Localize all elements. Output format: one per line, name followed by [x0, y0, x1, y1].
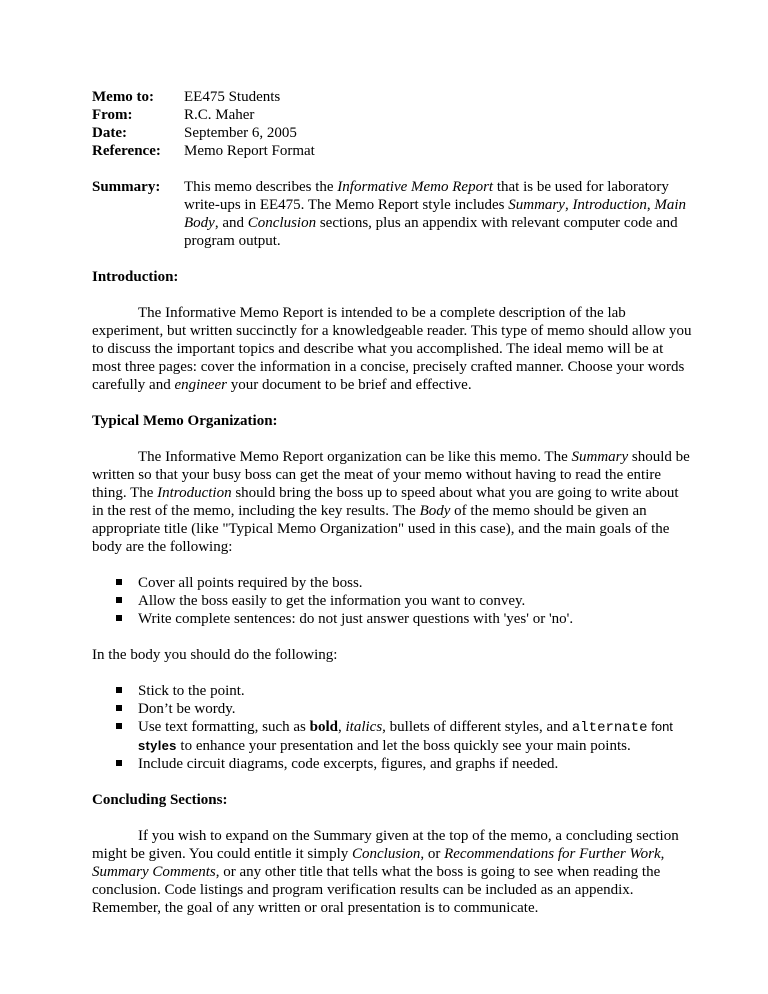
body-goals-list — [92, 574, 692, 628]
list-item — [92, 700, 692, 718]
text-run: , or — [420, 846, 445, 862]
concluding-heading: Concluding Sections: — [92, 792, 228, 808]
sans-run: font — [651, 719, 673, 734]
text-run: The Informative Memo Report organization can be like this memo. The — [138, 449, 572, 465]
list-item — [92, 610, 692, 628]
list-item — [92, 592, 692, 610]
text-run: , or any other title that tells what the boss is going to see when reading the conclusion. Code listings and program verification results can be included as an appendix. Remember, the goal of any written or oral presentation is to communicate. — [92, 864, 661, 916]
memo-reference-label: Reference: — [92, 143, 161, 159]
bold-run: bold — [309, 719, 338, 735]
summary-label: Summary: — [92, 179, 161, 195]
body-intro-text: In the body you should do the following: — [92, 647, 338, 663]
text-run: your document to be brief and effective. — [226, 377, 472, 393]
list-item-text: Include circuit diagrams, code excerpts, figures, and graphs if needed. — [138, 756, 559, 772]
list-item-text: Stick to the point. — [138, 683, 245, 699]
introduction-heading: Introduction: — [92, 269, 179, 285]
square-bullet-icon — [116, 579, 122, 585]
square-bullet-icon — [116, 705, 122, 711]
list-item-text: Don’t be wordy. — [138, 701, 236, 717]
text-run: If you wish to expand on the Summary given at the top of the memo, a concluding section might be given. You could entitle it simply — [92, 828, 679, 862]
text-run: The Informative Memo Report is intended to be a complete description of the lab experiment, but written succinctly for a knowledgeable reader. This type of memo should allow you to discuss the important topics and describe what you accomplished. The ideal memo will be at most three pages: cover the information in a concise, precisely crafted manner. Choose your words carefully and — [92, 305, 692, 393]
italic-run: Conclusion — [352, 846, 421, 862]
memo-from-label: From: — [92, 107, 133, 123]
square-bullet-icon — [116, 615, 122, 621]
list-item — [92, 682, 692, 700]
italic-run: Informative Memo Report — [337, 179, 494, 195]
italic-run: Main Body — [184, 197, 687, 231]
square-bullet-icon — [116, 723, 122, 729]
italic-run: Summary Comments — [92, 864, 216, 880]
monospace-run: alternate — [571, 720, 648, 736]
text-run: This memo describes the — [184, 179, 338, 195]
text-run: should be written so that your busy boss can get the meat of your memo without having to read the entire thing. The — [92, 449, 690, 501]
list-item — [92, 574, 692, 592]
square-bullet-icon — [116, 760, 122, 766]
concluding-paragraph — [92, 827, 692, 917]
italic-run: Summary — [571, 449, 629, 465]
list-item-text — [138, 719, 673, 754]
text-run: , — [338, 719, 346, 735]
italic-run: Recommendations for Further Work — [444, 846, 661, 862]
sans-bold-run: styles — [138, 738, 177, 753]
list-item-text: Write complete sentences: do not just answer questions with 'yes' or 'no'. — [138, 611, 574, 627]
italic-run: Introduction — [572, 197, 647, 213]
text-run: , — [646, 197, 655, 213]
text-run: , and — [214, 215, 248, 231]
text-run: sections, plus an appendix with relevant computer code and program output. — [184, 215, 678, 249]
square-bullet-icon — [116, 597, 122, 603]
memo-reference-value: Memo Report Format — [184, 143, 315, 159]
list-item — [92, 718, 692, 755]
italic-run: Conclusion — [247, 215, 317, 231]
introduction-paragraph — [92, 304, 692, 394]
text-run: , — [564, 197, 573, 213]
italic-run: engineer — [174, 377, 227, 393]
text-run: to enhance your presentation and let the boss quickly see your main points. — [176, 738, 631, 754]
memo-page — [92, 88, 692, 917]
list-item-text: Cover all points required by the boss. — [138, 575, 363, 591]
summary-text — [184, 178, 692, 250]
memo-date-label: Date: — [92, 125, 127, 141]
memo-from-value: R.C. Maher — [184, 107, 255, 123]
organization-paragraph — [92, 448, 692, 556]
memo-date-value: September 6, 2005 — [184, 125, 297, 141]
text-run: should bring the boss up to speed about what you are going to write about in the rest of the memo, including the key results. The — [92, 485, 679, 519]
italic-run: Summary — [508, 197, 565, 213]
italic-run: italics — [345, 719, 383, 735]
text-run: , bullets of different styles, and — [382, 719, 572, 735]
summary-section — [92, 178, 692, 250]
text-run: of the memo should be given an appropriate title (like "Typical Memo Organization" used in this case), and the main goals of the body are the following: — [92, 503, 670, 555]
organization-heading: Typical Memo Organization: — [92, 413, 278, 429]
text-run: Use text formatting, such as — [138, 719, 310, 735]
square-bullet-icon — [116, 687, 122, 693]
italic-run: Introduction — [157, 485, 232, 501]
text-run: , — [660, 846, 665, 862]
text-run: that is be used for laboratory write-ups in EE475. The Memo Report style includes — [184, 179, 669, 213]
body-todo-list — [92, 682, 692, 773]
memo-to-label: Memo to: — [92, 89, 155, 105]
italic-run: Body — [419, 503, 451, 519]
memo-header — [92, 88, 692, 160]
list-item-text: Allow the boss easily to get the information you want to convey. — [138, 593, 526, 609]
list-item — [92, 755, 692, 773]
memo-to-value: EE475 Students — [184, 89, 281, 105]
